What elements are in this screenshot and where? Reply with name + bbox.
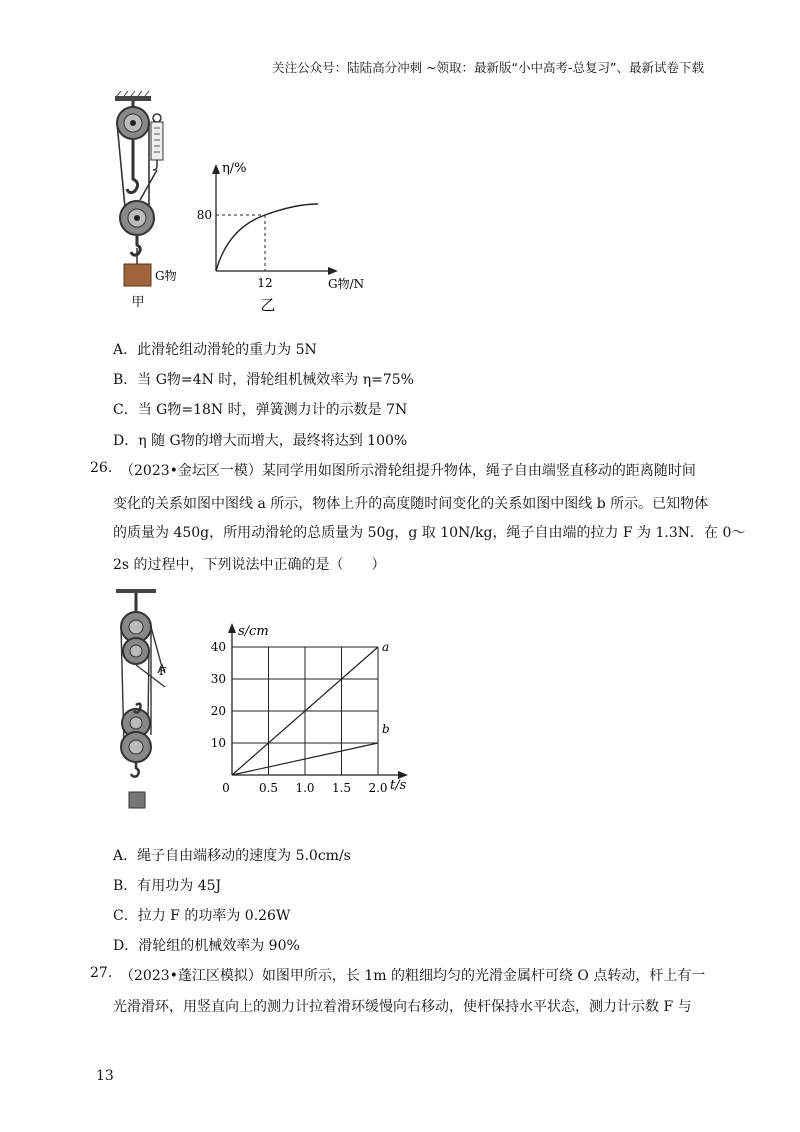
y-tick-80: 80 bbox=[196, 208, 212, 222]
q26-line-4: 2s 的过程中，下列说法中正确的是（ ） bbox=[113, 557, 386, 573]
q26-line-3: 的质量为 450g，所用动滑轮的总质量为 50g，g 取 10N/kg，绳子自由端的拉力 F 为 1.3N．在 0～ bbox=[113, 525, 746, 541]
figure-1 bbox=[100, 88, 400, 320]
q25-option-b: B．当 G物=4N 时，滑轮组机械效率为 η=75% bbox=[113, 372, 414, 388]
page-header: 关注公众号：陆陆高分冲刺 ~领取：最新版“小中高考-总复习”、最新试卷下载 bbox=[272, 60, 704, 75]
figure-2 bbox=[110, 585, 420, 815]
page-number: 13 bbox=[96, 1068, 114, 1084]
movable-pulley bbox=[120, 201, 154, 264]
weight-label: G物 bbox=[155, 269, 177, 283]
caption-jia: 甲 bbox=[131, 295, 145, 310]
x-tick-label: 0.5 bbox=[258, 781, 279, 795]
caption-yi: 乙 bbox=[260, 296, 276, 314]
hook-icon bbox=[127, 139, 138, 193]
q26-option-b: B．有用功为 45J bbox=[113, 878, 222, 894]
y-tick-label: 20 bbox=[210, 704, 226, 718]
weight-block-2 bbox=[129, 792, 145, 808]
q27-line-1: （2023•蓬江区模拟）如图甲所示，长 1m 的粗细均匀的光滑金属杆可绕 O 点转动，杆上有一 bbox=[120, 968, 706, 984]
q25-option-c: C．当 G物=18N 时，弹簧测力计的示数是 7N bbox=[113, 402, 408, 418]
efficiency-curve bbox=[216, 204, 318, 271]
weight-block bbox=[124, 264, 151, 286]
efficiency-chart bbox=[197, 161, 364, 314]
pulley-system-2 bbox=[116, 589, 167, 808]
y-axis-label: s/cm bbox=[238, 624, 269, 639]
y-tick-label: 10 bbox=[210, 736, 226, 750]
y-tick-label: 40 bbox=[210, 640, 226, 654]
series-label-a: a bbox=[382, 640, 390, 654]
force-label-f: F bbox=[159, 665, 167, 678]
y-tick-label: 30 bbox=[210, 672, 226, 686]
g-axis-label: G物/N bbox=[328, 277, 365, 291]
q25-option-a: A．此滑轮组动滑轮的重力为 5N bbox=[113, 342, 317, 358]
x-axis-label: t/s bbox=[390, 778, 407, 793]
q26-line-1: （2023•金坛区一模）某同学用如图所示滑轮组提升物体，绳子自由端竖直移动的距离随时间 bbox=[120, 463, 696, 479]
fixed-pulley bbox=[117, 107, 149, 139]
y-axis-arrow bbox=[228, 623, 236, 633]
x-tick-label: 2.0 bbox=[368, 781, 388, 795]
q27-line-2: 光滑滑环，用竖直向上的测力计拉着滑环缓慢向右移动，使杆保持水平状态，测力计示数 F 与 bbox=[113, 999, 692, 1015]
x-tick-label: 1.5 bbox=[331, 781, 352, 795]
q26-line-2: 变化的关系如图中图线 a 所示，物体上升的高度随时间变化的关系如图中图线 b 所示。已知物体 bbox=[113, 496, 709, 512]
q25-option-d: D．η 随 G物的增大而增大，最终将达到 100% bbox=[113, 433, 408, 449]
eta-axis-label: η/% bbox=[222, 161, 247, 176]
q27-number: 27. bbox=[90, 965, 113, 981]
q26-number: 26. bbox=[90, 460, 113, 476]
q26-option-d: D．滑轮组的机械效率为 90% bbox=[113, 938, 300, 954]
q26-option-c: C．拉力 F 的功率为 0.26W bbox=[113, 908, 291, 924]
q26-option-a: A．绳子自由端移动的速度为 5.0cm/s bbox=[113, 848, 351, 864]
series-label-b: b bbox=[382, 722, 390, 736]
spring-scale bbox=[151, 114, 163, 170]
x-tick-label: 1.0 bbox=[295, 781, 315, 795]
st-chart bbox=[211, 623, 408, 795]
x-tick-12: 12 bbox=[257, 276, 273, 290]
x-tick-label: 0 bbox=[222, 781, 230, 795]
